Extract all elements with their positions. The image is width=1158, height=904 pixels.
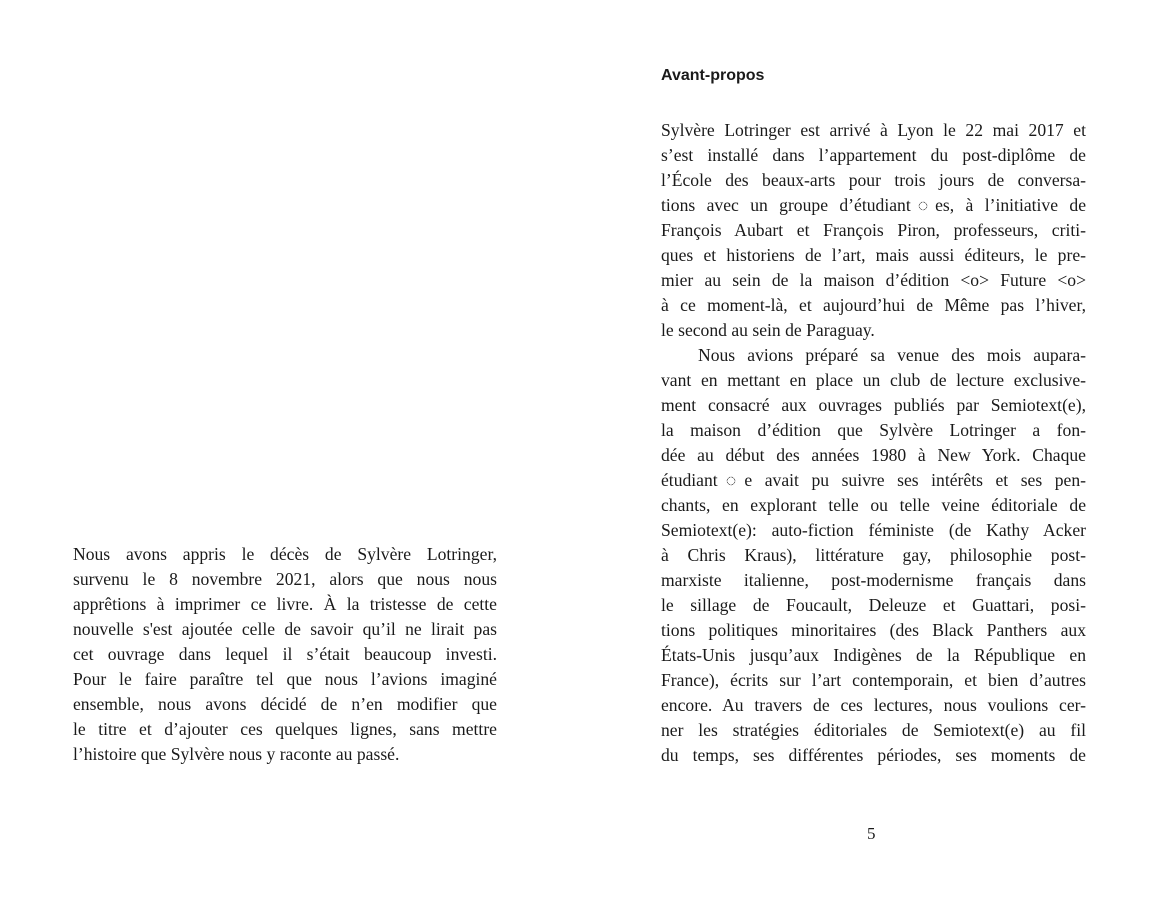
text-line: cet ouvrage dans lequel il s’était beaucoup investi. (73, 644, 497, 664)
text-line: ment consacré aux ouvrages publiés par Semiotext(e), (661, 395, 1086, 415)
text-line: apprêtions à imprimer ce livre. À la tristesse de cette (73, 594, 497, 614)
text-line: dée au début des années 1980 à New York. Chaque (661, 445, 1086, 465)
text-line: Semiotext(e): auto-fiction féministe (de Kathy Acker (661, 520, 1086, 540)
text-line: tions politiques minoritaires (des Black Panthers aux (661, 620, 1086, 640)
text-line: le titre et d’ajouter ces quelques lignes, sans mettre (73, 719, 497, 739)
text-line: ensemble, nous avons décidé de n’en modifier que (73, 694, 497, 714)
paragraph (661, 118, 1086, 343)
text-line: à ce moment-là, et aujourd’hui de Même pas l’hiver, (661, 295, 1086, 315)
text-line: s’est installé dans l’appartement du post-diplôme de (661, 145, 1086, 165)
chapter-heading: Avant-propos (661, 67, 765, 84)
paragraph (661, 343, 1086, 768)
text-line: survenu le 8 novembre 2021, alors que nous nous (73, 569, 497, 589)
text-line: à Chris Kraus), littérature gay, philosophie post- (661, 545, 1086, 565)
text-line: Sylvère Lotringer est arrivé à Lyon le 22 mai 2017 et (661, 120, 1086, 140)
text-line: Nous avions préparé sa venue des mois aupara- (698, 345, 1086, 365)
text-line: étudiant◌e avait pu suivre ses intérêts et ses pen- (661, 470, 1086, 490)
text-line: ques et historiens de l’art, mais aussi éditeurs, le pre- (661, 245, 1086, 265)
text-line: l’histoire que Sylvère nous y raconte au passé. (73, 744, 400, 764)
paragraph (73, 542, 497, 767)
text-line: le sillage de Foucault, Deleuze et Guattari, posi- (661, 595, 1086, 615)
text-line: François Aubart et François Piron, professeurs, criti- (661, 220, 1086, 240)
text-line: ner les stratégies éditoriales de Semiotext(e) au fil (661, 720, 1086, 740)
text-line: nouvelle s'est ajoutée celle de savoir qu’il ne lirait pas (73, 619, 497, 639)
text-line: États-Unis jusqu’aux Indigènes de la République en (661, 645, 1086, 665)
right-page-text (661, 118, 1086, 768)
text-line: l’École des beaux-arts pour trois jours de conversa- (661, 170, 1086, 190)
text-line: le second au sein de Paraguay. (661, 320, 875, 340)
page-number: 5 (867, 824, 876, 843)
text-line: du temps, ses différentes périodes, ses moments de (661, 745, 1086, 765)
text-line: vant en mettant en place un club de lecture exclusive- (661, 370, 1086, 390)
text-line: Nous avons appris le décès de Sylvère Lotringer, (73, 544, 497, 564)
left-page-text (73, 542, 497, 767)
text-line: tions avec un groupe d’étudiant◌es, à l’initiative de (661, 195, 1086, 215)
text-line: mier au sein de la maison d’édition <o> Future <o> (661, 270, 1086, 290)
text-line: France), écrits sur l’art contemporain, et bien d’autres (661, 670, 1086, 690)
text-line: la maison d’édition que Sylvère Lotringer a fon- (661, 420, 1086, 440)
text-line: Pour le faire paraître tel que nous l’avions imaginé (73, 669, 497, 689)
text-line: marxiste italienne, post-modernisme français dans (661, 570, 1086, 590)
text-line: chants, en explorant telle ou telle veine éditoriale de (661, 495, 1086, 515)
text-line: encore. Au travers de ces lectures, nous voulions cer- (661, 695, 1086, 715)
